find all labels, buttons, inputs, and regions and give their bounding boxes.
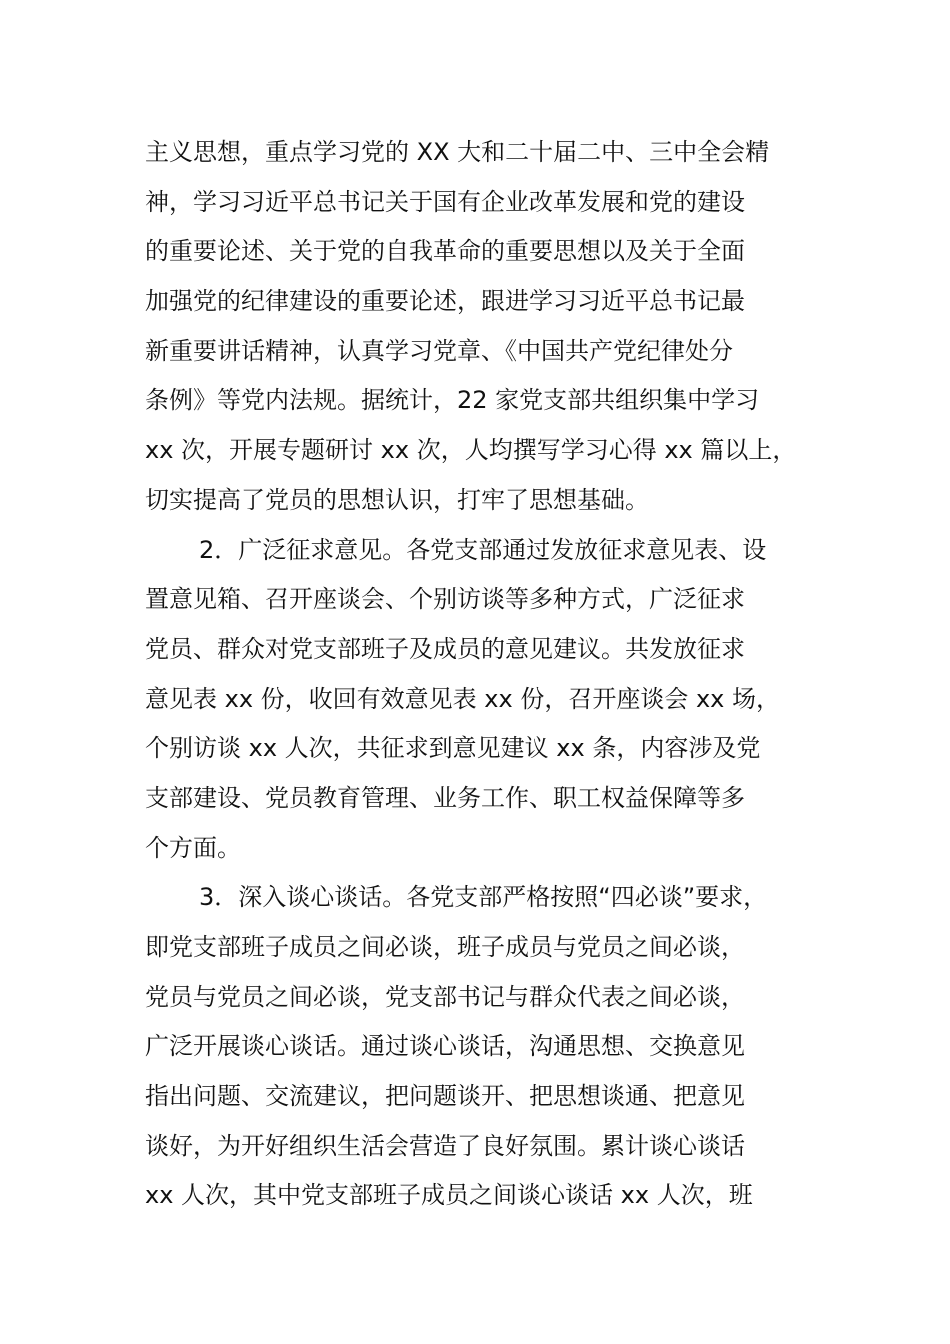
text-line: 个方面。 — [145, 833, 241, 862]
text-line: 切实提高了党员的思想认识，打牢了思想基础。 — [145, 485, 649, 514]
text-line: 条例》等党内法规。据统计，22 家党支部共组织集中学习 — [145, 386, 760, 415]
text-line-first: 2．广泛征求意见。各党支部通过发放征求意见表、设 — [199, 535, 767, 564]
text-line: xx 人次，其中党支部班子成员之间谈心谈话 xx 人次，班 — [145, 1181, 753, 1210]
text-line: 神，学习习近平总书记关于国有企业改革发展和党的建设 — [145, 187, 745, 216]
text-line: 即党支部班子成员之间必谈，班子成员与党员之间必谈， — [145, 933, 745, 961]
text-line: 党员、群众对党支部班子及成员的意见建议。共发放征求 — [145, 634, 745, 663]
text-line: 党员与党员之间必谈，党支部书记与群众代表之间必谈， — [145, 982, 745, 1011]
text-line: xx 次，开展专题研讨 xx 次，人均撰写学习心得 xx 篇以上， — [145, 436, 797, 465]
paragraph-solicit-opinions — [145, 526, 835, 874]
text-line: 意见表 xx 份，收回有效意见表 xx 份，召开座谈会 xx 场， — [145, 684, 780, 713]
text-line: 支部建设、党员教育管理、业务工作、职工权益保障等多 — [145, 783, 745, 812]
text-line: 的重要论述、关于党的自我革命的重要思想以及关于全面 — [145, 237, 745, 266]
text-line: 谈好，为开好组织生活会营造了良好氛围。累计谈心谈话 — [145, 1131, 745, 1160]
text-line-first: 3．深入谈心谈话。各党支部严格按照“四必谈”要求， — [199, 883, 768, 912]
paragraph-study-summary — [145, 128, 835, 526]
paragraph-heart-to-heart-talks — [145, 873, 835, 1221]
text-line: 广泛开展谈心谈话。通过谈心谈话，沟通思想、交换意见 — [145, 1032, 745, 1061]
text-line: 新重要讲话精神，认真学习党章、《中国共产党纪律处分 — [145, 336, 733, 365]
text-line: 置意见箱、召开座谈会、个别访谈等多种方式，广泛征求 — [145, 585, 745, 614]
text-line: 指出问题、交流建议，把问题谈开、把思想谈通、把意见 — [145, 1082, 745, 1111]
text-line: 个别访谈 xx 人次，共征求到意见建议 xx 条，内容涉及党 — [145, 734, 761, 763]
document-body — [145, 128, 835, 1221]
text-line: 主义思想，重点学习党的 XX 大和二十届二中、三中全会精 — [145, 138, 770, 166]
text-line: 加强党的纪律建设的重要论述，跟进学习习近平总书记最 — [145, 287, 745, 316]
